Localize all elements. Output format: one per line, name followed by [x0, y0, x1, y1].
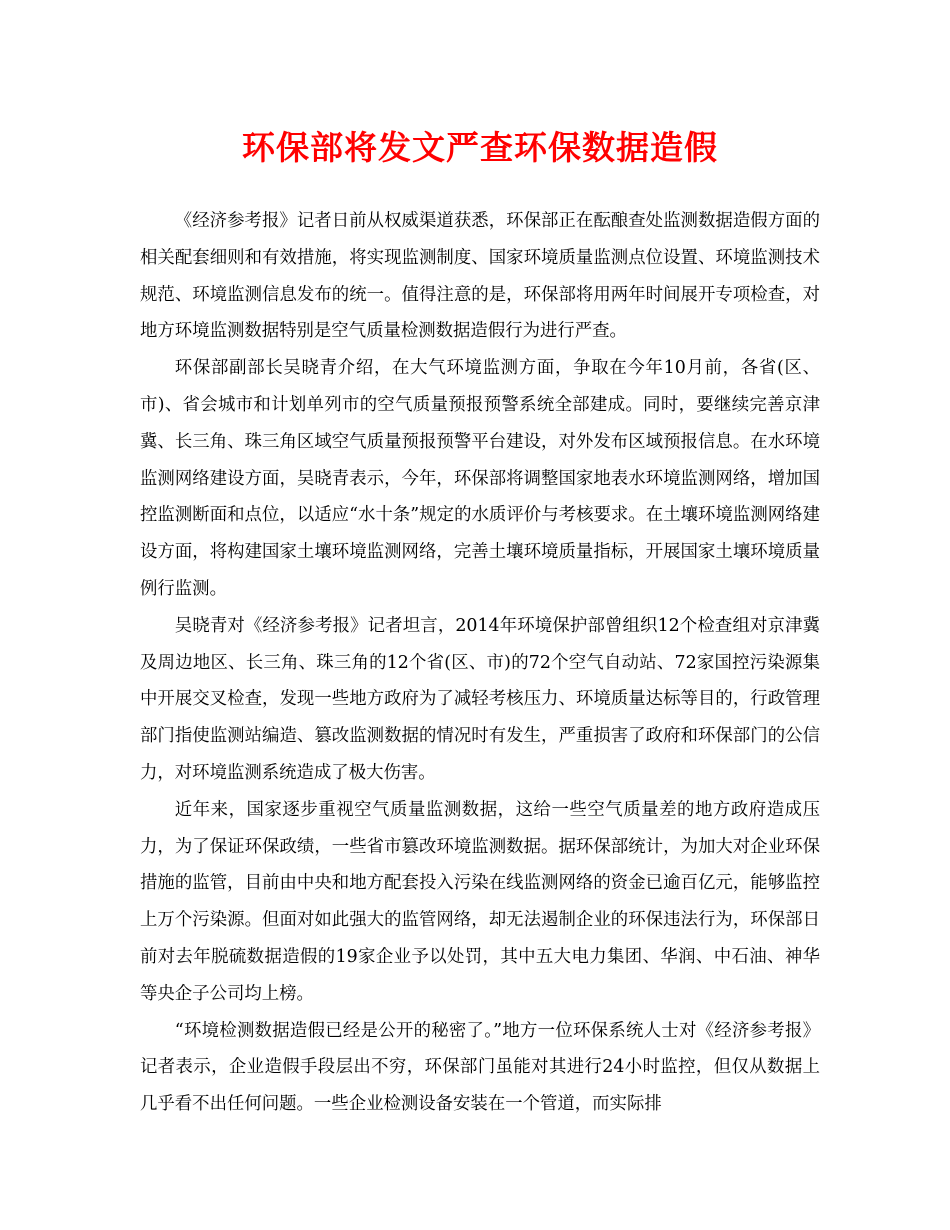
paragraph-2: 环保部副部长吴晓青介绍，在大气环境监测方面，争取在今年10月前，各省(区、市)、省会城市和计划单列市的空气质量预报预警系统全部建成。同时，要继续完善京津冀、长三角、珠三角区域空气质量预报预警平台建设，对外发布区域预报信息。在水环境监测网络建设方面，吴晓青表示，今年，环保部将调整国家地表水环境监测网络，增加国控监测断面和点位，以适应“水十条”规定的水质评价与考核要求。在土壤环境监测网络建设方面，将构建国家土壤环境监测网络，完善土壤环境质量指标，开展国家土壤环境质量例行监测。 — [140, 358, 820, 599]
document-body — [140, 203, 820, 1123]
paragraph-1: 《经济参考报》记者日前从权威渠道获悉，环保部正在酝酿查处监测数据造假方面的相关配套细则和有效措施，将实现监测制度、国家环境质量监测点位设置、环境监测技术规范、环境监测信息发布的统一。值得注意的是，环保部将用两年时间展开专项检查，对地方环境监测数据特别是空气质量检测数据造假行为进行严查。 — [140, 211, 820, 342]
paragraph-5: “环境检测数据造假已经是公开的秘密了。”地方一位环保系统人士对《经济参考报》记者表示，企业造假手段层出不穷，环保部门虽能对其进行24小时监控，但仅从数据上几乎看不出任何问题。一些企业检测设备安装在一个管道，而实际排 — [140, 1020, 820, 1115]
paragraph-4: 近年来，国家逐步重视空气质量监测数据，这给一些空气质量差的地方政府造成压力，为了保证环保政绩，一些省市篡改环境监测数据。据环保部统计，为加大对企业环保措施的监管，目前由中央和地方配套投入污染在线监测网络的资金已逾百亿元，能够监控上万个污染源。但面对如此强大的监管网络，却无法遏制企业的环保违法行为，环保部日前对去年脱硫数据造假的19家企业予以处罚，其中五大电力集团、华润、中石油、神华等央企子公司均上榜。 — [140, 799, 820, 1004]
document-title: 环保部将发文严查环保数据造假 — [242, 128, 718, 167]
paragraph-3: 吴晓青对《经济参考报》记者坦言，2014年环境保护部曾组织12个检查组对京津冀及周边地区、长三角、珠三角的12个省(区、市)的72个空气自动站、72家国控污染源集中开展交叉检查，发现一些地方政府为了减轻考核压力、环境质量达标等目的，行政管理部门指使监测站编造、篡改监测数据的情况时有发生，严重损害了政府和环保部门的公信力，对环境监测系统造成了极大伤害。 — [140, 615, 820, 783]
